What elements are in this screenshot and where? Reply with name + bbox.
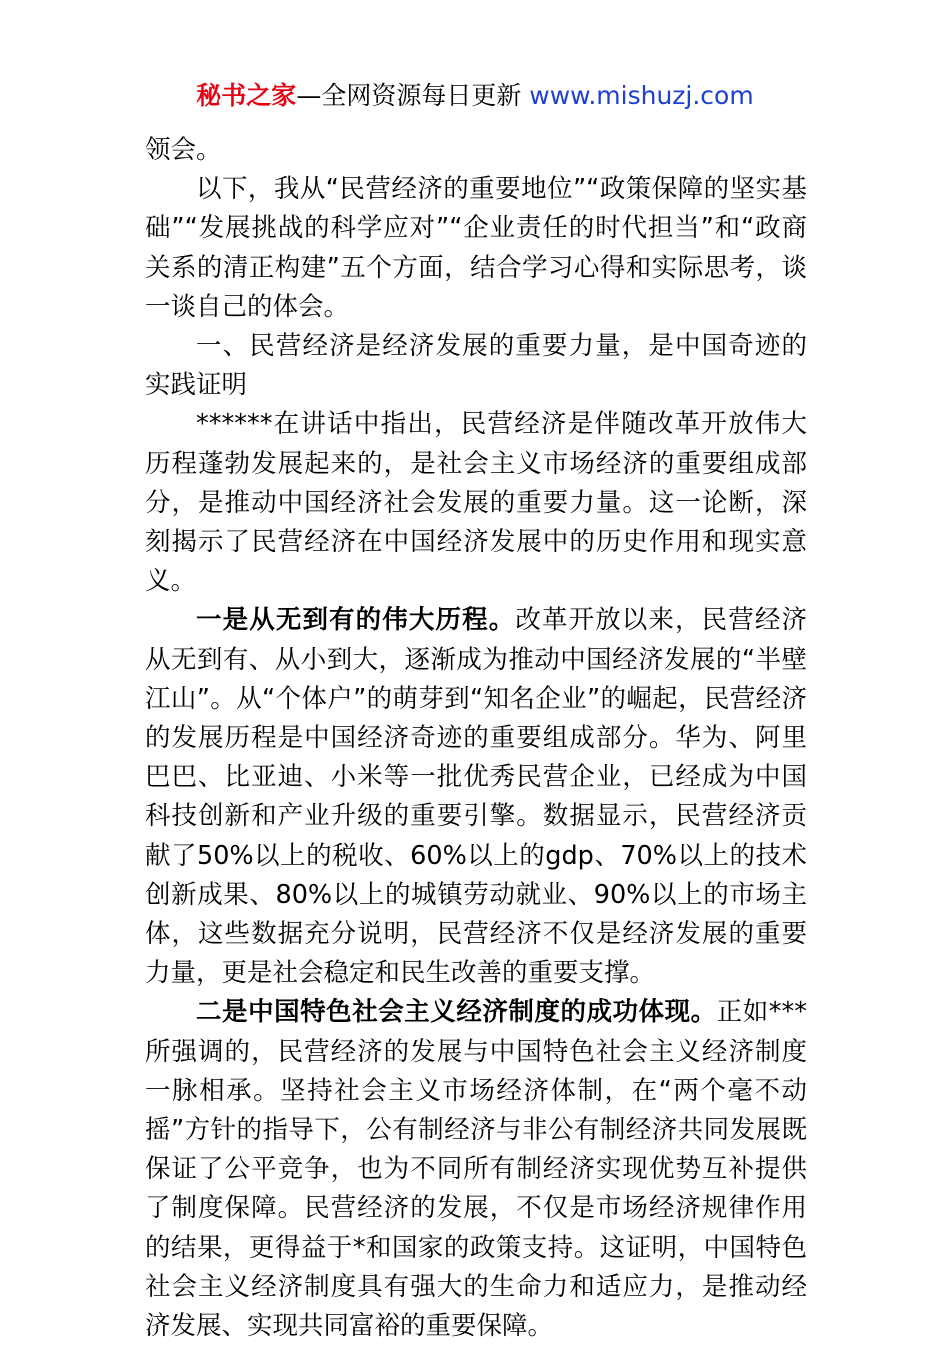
point-1-body: 改革开放以来，民营经济从无到有、从小到大，逐渐成为推动中国经济发展的“半壁江山”。从“个体户”的萌芽到“知名企业”的崛起，民营经济的发展历程是中国经济奇迹的重要组成部分。华为、阿里巴巴、比亚迪、小米等一批优秀民营企业，已经成为中国科技创新和产业升级的重要引擎。数据显示，民营经济贡献了50%以上的税收、60%以上的gdp、70%以上的技术创新成果、80%以上的城镇劳动就业、90%以上的市场主体，这些数据充分说明，民营经济不仅是经济发展的重要力量，更是社会稳定和民生改善的重要支撑。 [145, 605, 807, 989]
point-2-lead: 二是中国特色社会主义经济制度的成功体现。 [196, 997, 717, 1028]
point-2-body: 正如***所强调的，民营经济的发展与中国特色社会主义经济制度一脉相承。坚持社会主义市场经济体制，在“两个毫不动摇”方针的指导下，公有制经济与非公有制经济共同发展既保证了公平竞争，也为不同所有制经济实现优势互补提供了制度保障。民营经济的发展，不仅是市场经济规律作用的结果，更得益于*和国家的政策支持。这证明，中国特色社会主义经济制度具有强大的生命力和适应力，是推动经济发展、实现共同富裕的重要保障。 [145, 997, 807, 1342]
section-heading-1: 一、民营经济是经济发展的重要力量，是中国奇迹的实践证明 [145, 331, 807, 401]
site-brand: 秘书之家 [196, 81, 297, 110]
paragraph-point-2 [145, 993, 807, 1346]
paragraph-speech: ******在讲话中指出，民营经济是伴随改革开放伟大历程蓬勃发展起来的，是社会主义市场经济的重要组成部分，是推动中国经济社会发展的重要力量。这一论断，深刻揭示了民营经济在中国经济发展中的历史作用和现实意义。 [145, 409, 807, 597]
site-url-link[interactable]: www.mishuzj.com [529, 81, 754, 110]
paragraph-continuation: 领会。 [145, 135, 222, 165]
paragraph-point-1 [145, 601, 807, 993]
site-header [0, 78, 950, 114]
document-body [145, 131, 807, 1346]
paragraph-intro: 以下，我从“民营经济的重要地位”“政策保障的坚实基础”“发展挑战的科学应对”“企业责任的时代担当”和“政商关系的清正构建”五个方面，结合学习心得和实际思考，谈一谈自己的体会。 [145, 174, 807, 322]
point-1-lead: 一是从无到有的伟大历程。 [196, 605, 516, 636]
site-slogan: —全网资源每日更新 [296, 81, 522, 110]
